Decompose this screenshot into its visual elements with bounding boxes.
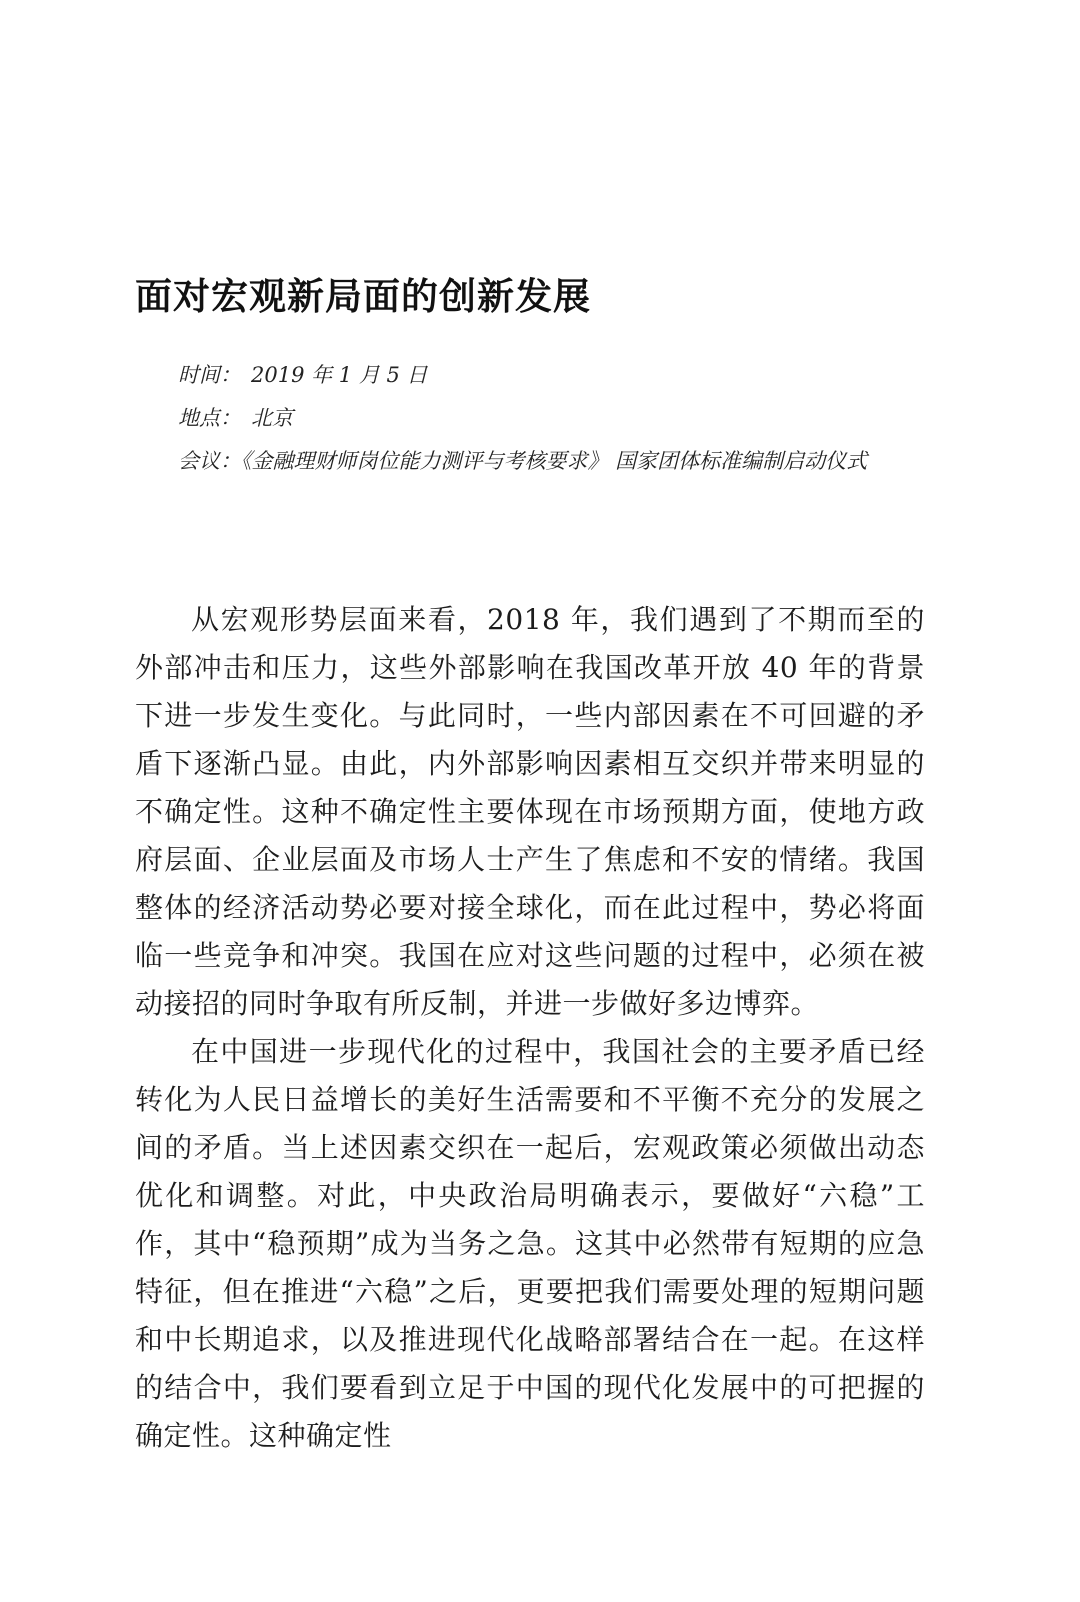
meta-row-time xyxy=(178,354,925,397)
meta-row-location xyxy=(178,397,925,440)
page-title: 面对宏观新局面的创新发展 xyxy=(135,274,591,318)
page-content xyxy=(135,0,925,1460)
body-text xyxy=(135,596,925,1460)
meta-label-time: 时间： xyxy=(178,363,241,388)
meta-block xyxy=(178,354,925,483)
body-paragraph: 在中国进一步现代化的过程中，我国社会的主要矛盾已经转化为人民日益增长的美好生活需要和不平衡不充分的发展之间的矛盾。当上述因素交织在一起后，宏观政策必须做出动态优化和调整。对此，中央政治局明确表示，要做好“六稳”工作，其中“稳预期”成为当务之急。这其中必然带有短期的应急特征，但在推进“六稳”之后，更要把我们需要处理的短期问题和中长期追求，以及推进现代化战略部署结合在一起。在这样的结合中，我们要看到立足于中国的现代化发展中的可把握的确定性。这种确定性 xyxy=(135,1035,925,1453)
meta-row-conference xyxy=(178,440,925,483)
meta-label-location: 地点： xyxy=(178,406,241,431)
meta-value-time: 2019 年 1 月 5 日 xyxy=(251,363,428,388)
meta-value-location: 北京 xyxy=(251,406,293,431)
body-paragraph: 从宏观形势层面来看，2018 年，我们遇到了不期而至的外部冲击和压力，这些外部影响在我国改革开放 40 年的背景下进一步发生变化。与此同时，一些内部因素在不可回避的矛盾下逐渐凸显。由此，内外部影响因素相互交织并带来明显的不确定性。这种不确定性主要体现在市场预期方面，使地方政府层面、企业层面及市场人士产生了焦虑和不安的情绪。我国整体的经济活动势必要对接全球化，而在此过程中，势必将面临一些竞争和冲突。我国在应对这些问题的过程中，必须在被动接招的同时争取有所反制，并进一步做好多边博弈。 xyxy=(135,603,925,1021)
meta-value-conference: 《金融理财师岗位能力测评与考核要求》 国家团体标准编制启动仪式 xyxy=(241,449,868,474)
meta-label-conference: 会议： xyxy=(178,449,241,474)
